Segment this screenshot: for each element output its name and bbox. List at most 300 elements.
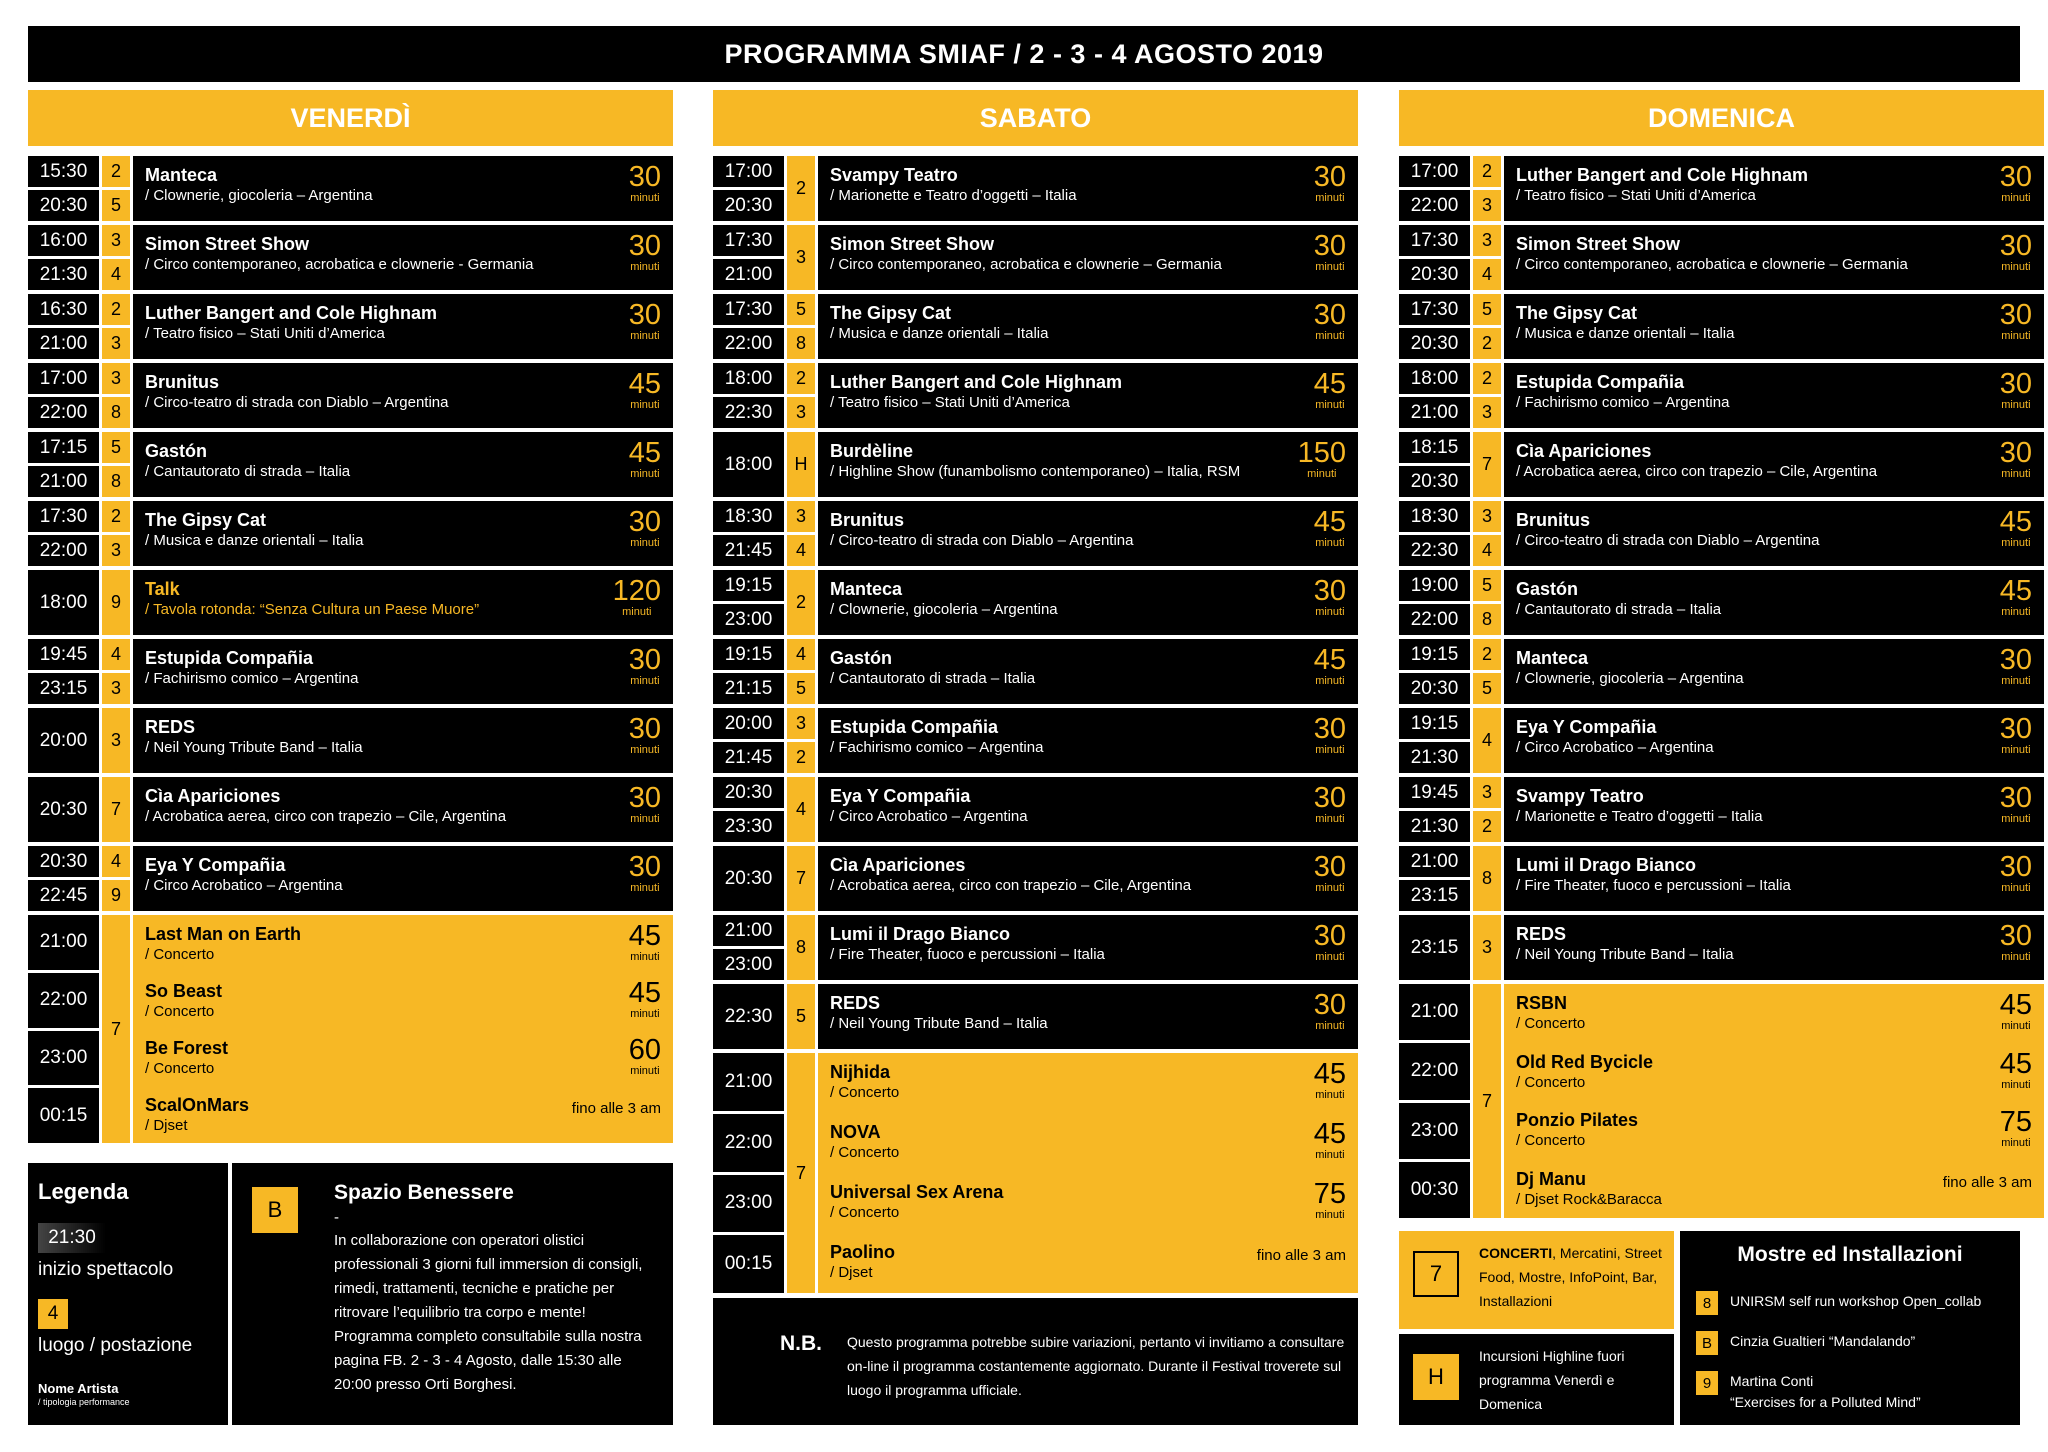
key-highline-letter: H	[1413, 1354, 1459, 1400]
artist-name: Simon Street Show	[145, 234, 310, 254]
duration	[629, 300, 661, 342]
duration-unit: minuti	[630, 1008, 660, 1020]
legend-loc-label: luogo / postazione	[38, 1335, 193, 1356]
duration	[1314, 162, 1346, 204]
event-locations	[102, 777, 130, 842]
concert-times	[713, 1053, 784, 1293]
duration-unit: minuti	[2001, 1020, 2031, 1032]
event-times	[1399, 156, 1470, 221]
event-info	[1504, 432, 2044, 497]
event-locations	[787, 432, 815, 497]
start-time: 23:00	[713, 1175, 784, 1233]
start-time: 23:15	[1399, 915, 1470, 980]
duration	[2000, 507, 2032, 549]
duration-value: 30	[1999, 368, 2032, 400]
event-row	[713, 846, 1358, 911]
event-row	[713, 225, 1358, 290]
artist-name: ScalOnMars	[145, 1095, 250, 1115]
duration-value: 45	[628, 437, 661, 469]
artist-name: Eya Y Compañia	[830, 786, 971, 806]
performance-type: / Circo Acrobatico – Argentina	[145, 877, 343, 894]
start-time: 22:00	[713, 328, 784, 359]
artist-name: Svampy Teatro	[1516, 786, 1644, 806]
event-locations	[1473, 156, 1501, 221]
event-info	[1504, 708, 2044, 773]
location-badge: 2	[102, 501, 130, 532]
event-info	[133, 570, 673, 635]
event-info	[133, 846, 673, 911]
performance-type: / Musica e danze orientali – Italia	[145, 532, 364, 549]
event-info	[1504, 363, 2044, 428]
duration-value: 120	[612, 575, 661, 607]
event-locations	[102, 156, 130, 221]
duration-unit: minuti	[630, 951, 660, 963]
artist-name: Burdèline	[830, 441, 914, 461]
location-badge: 3	[1473, 225, 1501, 256]
artist-name: The Gipsy Cat	[830, 303, 952, 323]
performance-type: / Clownerie, giocoleria – Argentina	[1516, 670, 1744, 687]
start-time: 20:30	[28, 190, 99, 221]
event-times	[713, 225, 784, 290]
concert-item	[133, 1086, 673, 1143]
start-time: 20:30	[713, 846, 784, 911]
artist-name: Luther Bangert and Cole Highnam	[145, 303, 438, 323]
duration	[1314, 1119, 1346, 1161]
start-time: 17:30	[1399, 225, 1470, 256]
artist-name: RSBN	[1516, 993, 1568, 1013]
key-concerti-rest: , Mercatini, Street Food, Mostre, InfoPoint, Bar, Installazioni	[1479, 1245, 1662, 1309]
location-badge: 9	[102, 880, 130, 911]
mostre-item-text-line2: “Exercises for a Polluted Mind”	[1730, 1394, 1921, 1410]
start-time: 22:00	[28, 397, 99, 428]
start-time: 22:00	[28, 973, 99, 1028]
page-title: PROGRAMMA SMIAF / 2 - 3 - 4 AGOSTO 2019	[28, 26, 2020, 82]
duration-unit: minuti	[630, 882, 660, 894]
event-row	[713, 294, 1358, 359]
event-locations	[102, 639, 130, 704]
duration	[2000, 714, 2032, 756]
location-badge: 4	[102, 639, 130, 670]
duration	[1314, 231, 1346, 273]
artist-name: Cìa Apariciones	[145, 786, 281, 806]
start-time: 21:00	[713, 259, 784, 290]
event-times	[1399, 639, 1470, 704]
performance-type: / Teatro fisico – Stati Uniti d’America	[1516, 187, 1756, 204]
spazio-dash: -	[334, 1209, 339, 1226]
legend-artist-label: Nome Artista	[38, 1381, 119, 1396]
event-row	[713, 915, 1358, 980]
spazio-benessere-box	[232, 1163, 673, 1425]
duration-value: 45	[1313, 506, 1346, 538]
event-locations	[787, 708, 815, 773]
event-times	[713, 915, 784, 980]
duration-value: 75	[1313, 1178, 1346, 1210]
artist-name: Manteca	[145, 165, 218, 185]
location-badge: 5	[1473, 673, 1501, 704]
performance-type: / Circo contemporaneo, acrobatica e clownerie – Germania	[830, 256, 1222, 273]
duration-unit: minuti	[630, 537, 660, 549]
event-times	[1399, 570, 1470, 635]
artist-name: Eya Y Compañia	[1516, 717, 1657, 737]
location-badge: 4	[102, 259, 130, 290]
duration-value: 45	[1313, 1058, 1346, 1090]
duration-value: 45	[1999, 989, 2032, 1021]
event-info	[818, 225, 1358, 290]
location-badge: 4	[1473, 259, 1501, 290]
legend-time-label: inizio spettacolo	[38, 1259, 174, 1280]
nb-label: N.B.	[780, 1332, 822, 1355]
event-info	[1504, 294, 2044, 359]
duration	[629, 369, 661, 411]
performance-type: / Fachirismo comico – Argentina	[1516, 394, 1730, 411]
duration	[629, 507, 661, 549]
start-time: 20:30	[713, 777, 784, 808]
duration-value: 30	[1313, 713, 1346, 745]
event-row	[28, 639, 673, 704]
performance-type: / Fachirismo comico – Argentina	[830, 739, 1044, 756]
duration-unit: minuti	[630, 468, 660, 480]
location-badge: 3	[102, 328, 130, 359]
duration	[1314, 783, 1346, 825]
duration-value: 30	[628, 299, 661, 331]
event-row	[1399, 570, 2044, 635]
start-time: 17:30	[1399, 294, 1470, 325]
duration-value: 30	[628, 161, 661, 193]
duration	[629, 438, 661, 480]
start-time: 17:30	[713, 225, 784, 256]
event-info	[133, 501, 673, 566]
event-row	[1399, 432, 2044, 497]
duration-unit: minuti	[2001, 1137, 2031, 1149]
artist-name: Lumi il Drago Bianco	[830, 924, 1011, 944]
location-badge: 4	[102, 846, 130, 877]
event-info	[133, 777, 673, 842]
location-badge: 2	[787, 363, 815, 394]
duration-value: 30	[628, 230, 661, 262]
location-badge: 3	[102, 673, 130, 704]
event-info	[818, 777, 1358, 842]
duration-unit: minuti	[2001, 261, 2031, 273]
duration-unit: minuti	[630, 330, 660, 342]
duration	[629, 162, 661, 204]
event-row	[1399, 501, 2044, 566]
duration-unit: minuti	[1315, 537, 1345, 549]
event-row	[713, 708, 1358, 773]
location-badge: 3	[1473, 915, 1501, 980]
performance-type: / Concerto	[1516, 1015, 1586, 1032]
event-times	[713, 156, 784, 221]
location-badge: 5	[787, 294, 815, 325]
duration-unit: minuti	[1315, 1089, 1345, 1101]
performance-type: / Marionette e Teatro d’oggetti – Italia	[1516, 808, 1763, 825]
duration	[629, 645, 661, 687]
performance-type: / Highline Show (funambolismo contemporaneo) – Italia, RSM	[830, 463, 1241, 480]
artist-name: Cìa Apariciones	[830, 855, 966, 875]
artist-name: Svampy Teatro	[830, 165, 958, 185]
day-header: VENERDÌ	[28, 90, 673, 146]
start-time: 18:30	[1399, 501, 1470, 532]
day-column-venerdi	[28, 90, 673, 1147]
artist-name: So Beast	[145, 981, 223, 1001]
duration-value: 30	[1313, 299, 1346, 331]
location-badge: 5	[787, 673, 815, 704]
artist-name: Nijhida	[830, 1062, 891, 1082]
duration-value: 30	[1999, 437, 2032, 469]
start-time: 20:30	[1399, 259, 1470, 290]
performance-type: / Circo contemporaneo, acrobatica e clownerie – Germania	[1516, 256, 1908, 273]
event-info	[818, 570, 1358, 635]
event-locations	[787, 225, 815, 290]
event-times	[28, 846, 99, 911]
duration	[2000, 1049, 2032, 1091]
start-time: 23:00	[713, 949, 784, 980]
duration-unit: minuti	[622, 606, 652, 618]
artist-name: Cìa Apariciones	[1516, 441, 1652, 461]
event-row	[713, 777, 1358, 842]
concert-item	[1504, 1101, 2044, 1160]
duration	[2000, 852, 2032, 894]
duration-unit: minuti	[1315, 606, 1345, 618]
duration	[1314, 1179, 1346, 1221]
start-time: 22:00	[1399, 604, 1470, 635]
start-time: 20:30	[1399, 328, 1470, 359]
event-row	[1399, 915, 2044, 980]
mostre-item-text	[1730, 1371, 1921, 1413]
event-row	[28, 432, 673, 497]
until-label: fino alle 3 am	[1942, 1173, 2032, 1191]
location-badge: 9	[102, 570, 130, 635]
event-row	[28, 363, 673, 428]
duration	[1314, 300, 1346, 342]
event-info	[133, 294, 673, 359]
artist-name: Be Forest	[145, 1038, 229, 1058]
location-badge: 7	[102, 777, 130, 842]
event-row	[28, 225, 673, 290]
duration-unit: minuti	[2001, 330, 2031, 342]
start-time: 00:30	[1399, 1162, 1470, 1218]
event-locations	[787, 363, 815, 428]
event-locations	[787, 777, 815, 842]
event-row	[1399, 363, 2044, 428]
start-time: 17:00	[713, 156, 784, 187]
performance-type: / Concerto	[145, 946, 215, 963]
event-times	[28, 639, 99, 704]
duration-unit: minuti	[630, 261, 660, 273]
duration-value: 60	[628, 1034, 661, 1066]
concert-item	[1504, 1160, 2044, 1219]
performance-type: / Musica e danze orientali – Italia	[1516, 325, 1735, 342]
duration-unit: minuti	[630, 192, 660, 204]
duration	[2000, 438, 2032, 480]
artist-name: Estupida Compañia	[1516, 372, 1685, 392]
artist-name: Universal Sex Arena	[830, 1182, 1004, 1202]
event-info	[1504, 639, 2044, 704]
start-time: 22:00	[28, 535, 99, 566]
duration	[2000, 921, 2032, 963]
duration-value: 30	[1313, 230, 1346, 262]
event-times	[28, 225, 99, 290]
start-time: 21:15	[713, 673, 784, 704]
duration-unit: minuti	[630, 813, 660, 825]
location-badge: H	[787, 432, 815, 497]
location-badge: 3	[102, 708, 130, 773]
location-badge: 3	[1473, 190, 1501, 221]
start-time: 16:30	[28, 294, 99, 325]
artist-name: Old Red Bycicle	[1516, 1051, 1654, 1072]
duration-unit: minuti	[1315, 675, 1345, 687]
duration-value: 30	[1999, 782, 2032, 814]
location-badge: 8	[102, 466, 130, 497]
start-time: 22:30	[713, 397, 784, 428]
performance-type: / Clownerie, giocoleria – Argentina	[145, 187, 373, 204]
duration	[1314, 645, 1346, 687]
event-locations	[787, 984, 815, 1049]
event-times	[28, 777, 99, 842]
event-locations	[787, 294, 815, 359]
event-row	[713, 570, 1358, 635]
artist-name: Talk	[145, 579, 180, 599]
duration-unit: minuti	[2001, 537, 2031, 549]
event-info	[1504, 915, 2044, 980]
event-info	[818, 294, 1358, 359]
concert-list	[1504, 984, 2044, 1218]
concerts-block	[1399, 984, 2044, 1218]
event-info	[1504, 570, 2044, 635]
performance-type: / Concerto	[830, 1084, 900, 1101]
key-highline-text: Incursioni Highline fuori programma Venerdì e Domenica	[1479, 1348, 1625, 1412]
concert-item	[818, 1053, 1358, 1113]
concert-item	[133, 1029, 673, 1086]
duration-value: 30	[1313, 851, 1346, 883]
location-badge: 5	[102, 190, 130, 221]
event-info	[818, 915, 1358, 980]
duration	[2000, 1107, 2032, 1149]
event-info	[818, 846, 1358, 911]
performance-type: / Acrobatica aerea, circo con trapezio – Cile, Argentina	[1516, 463, 1878, 480]
start-time: 00:15	[28, 1088, 99, 1143]
duration-unit: minuti	[1315, 330, 1345, 342]
event-times	[28, 432, 99, 497]
event-info	[133, 225, 673, 290]
performance-type: / Concerto	[830, 1144, 900, 1161]
event-row	[28, 501, 673, 566]
event-times	[28, 156, 99, 221]
start-time: 19:15	[713, 639, 784, 670]
mostre-item-loc: 8	[1696, 1291, 1718, 1315]
duration-unit: minuti	[1315, 261, 1345, 273]
artist-name: Simon Street Show	[830, 234, 995, 254]
event-times	[28, 708, 99, 773]
event-times	[713, 777, 784, 842]
event-locations	[102, 432, 130, 497]
duration	[2000, 576, 2032, 618]
duration-value: 30	[1313, 782, 1346, 814]
duration-value: 30	[628, 782, 661, 814]
duration	[629, 921, 661, 963]
start-time: 23:00	[713, 604, 784, 635]
duration	[1314, 369, 1346, 411]
event-info	[1504, 501, 2044, 566]
event-times	[713, 432, 784, 497]
event-locations	[1473, 777, 1501, 842]
start-time: 20:00	[28, 708, 99, 773]
key-concerti-box	[1399, 1231, 1674, 1329]
location-badge: 4	[1473, 535, 1501, 566]
duration-value: 30	[1999, 299, 2032, 331]
location-badge: 2	[1473, 156, 1501, 187]
mostre-item-loc: 9	[1696, 1371, 1718, 1395]
event-row	[1399, 777, 2044, 842]
artist-name: Estupida Compañia	[830, 717, 999, 737]
performance-type: / Neil Young Tribute Band – Italia	[1516, 946, 1734, 963]
performance-type: / Teatro fisico – Stati Uniti d’America	[830, 394, 1070, 411]
event-row	[1399, 156, 2044, 221]
duration-unit: minuti	[1315, 951, 1345, 963]
event-times	[1399, 363, 1470, 428]
performance-type: / Circo-teatro di strada con Diablo – Argentina	[1516, 532, 1820, 549]
until-label: fino alle 3 am	[571, 1100, 661, 1117]
event-row	[713, 984, 1358, 1049]
artist-name: The Gipsy Cat	[145, 510, 267, 530]
location-badge: 5	[787, 984, 815, 1049]
duration-unit: minuti	[2001, 744, 2031, 756]
duration	[1314, 507, 1346, 549]
duration	[629, 714, 661, 756]
location-badge: 3	[1473, 397, 1501, 428]
event-info	[133, 363, 673, 428]
event-times	[713, 363, 784, 428]
artist-name: Simon Street Show	[1516, 234, 1681, 254]
duration	[1298, 438, 1346, 480]
artist-name: Paolino	[830, 1242, 896, 1262]
start-time: 21:00	[28, 466, 99, 497]
artist-name: Manteca	[830, 579, 903, 599]
day-column-sabato	[713, 90, 1358, 1297]
duration	[1314, 576, 1346, 618]
duration	[2000, 162, 2032, 204]
location-badge: 7	[102, 915, 130, 1143]
event-times	[713, 501, 784, 566]
event-locations	[1473, 708, 1501, 773]
spazio-letter: B	[252, 1187, 298, 1233]
artist-name: Lumi il Drago Bianco	[1516, 855, 1697, 875]
location-badge: 3	[102, 225, 130, 256]
event-times	[1399, 777, 1470, 842]
event-row	[713, 156, 1358, 221]
location-badge: 7	[787, 846, 815, 911]
start-time: 21:30	[28, 259, 99, 290]
location-badge: 4	[1473, 708, 1501, 773]
duration-value: 30	[1999, 644, 2032, 676]
event-locations	[1473, 570, 1501, 635]
event-row	[28, 777, 673, 842]
duration-value: 30	[1999, 920, 2032, 952]
event-info	[133, 708, 673, 773]
event-info	[818, 984, 1358, 1049]
event-locations	[787, 156, 815, 221]
event-locations	[102, 225, 130, 290]
performance-type: / Neil Young Tribute Band – Italia	[830, 1015, 1048, 1032]
duration	[1314, 921, 1346, 963]
start-time: 20:30	[713, 190, 784, 221]
duration-value: 30	[1999, 851, 2032, 883]
location-badge: 2	[102, 294, 130, 325]
duration-value: 45	[628, 368, 661, 400]
event-row	[28, 156, 673, 221]
mostre-item	[1696, 1371, 2012, 1413]
location-badge: 3	[787, 501, 815, 532]
event-times	[713, 984, 784, 1049]
